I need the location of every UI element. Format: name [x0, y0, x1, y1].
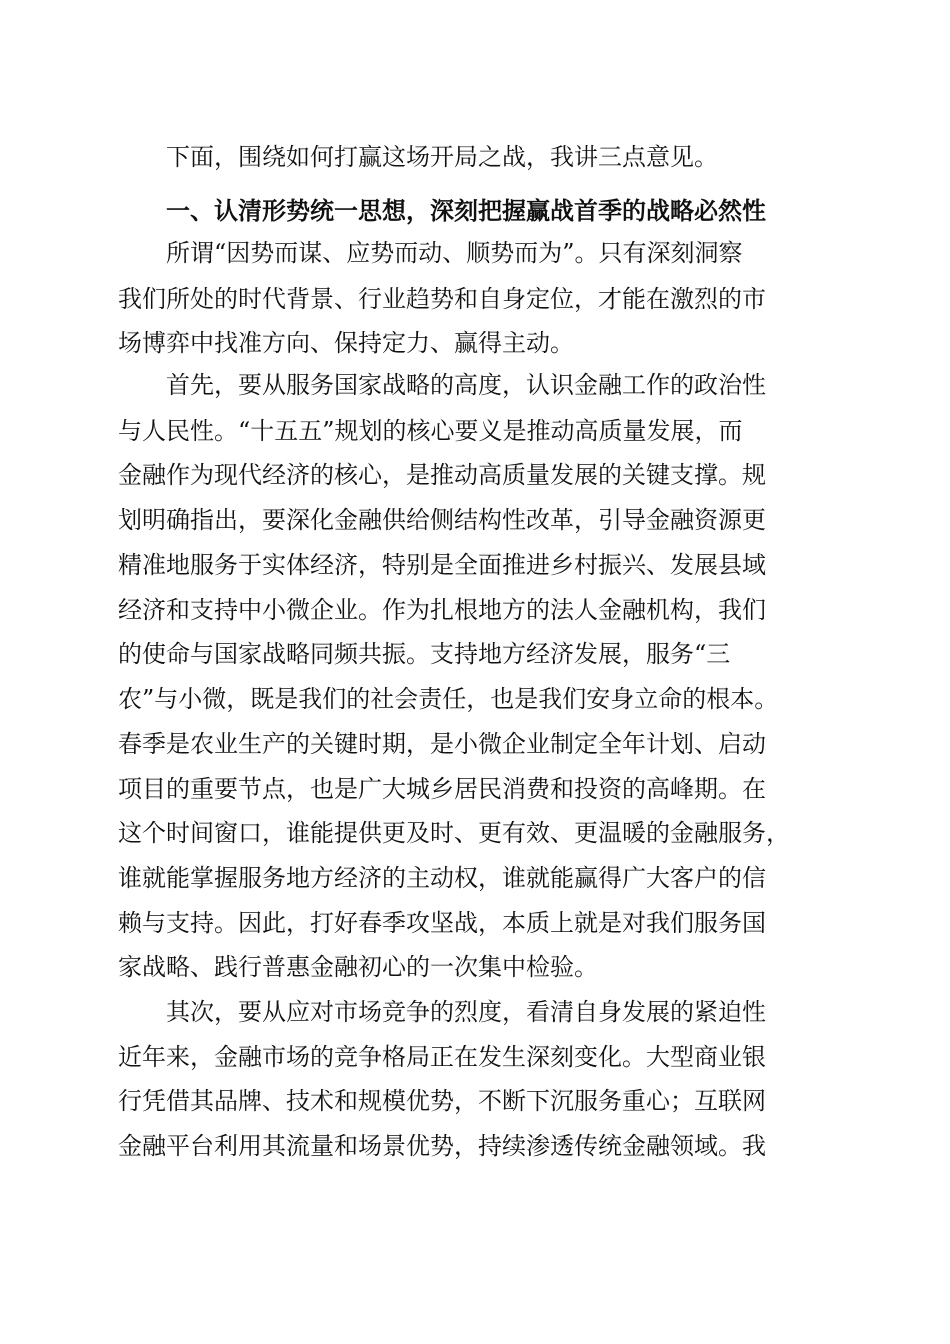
paragraph-line: 场博弈中找准方向、保持定力、赢得主动。	[118, 329, 574, 357]
section-heading-1: 一、认清形势统一思想，深刻把握赢战首季的战略必然性	[166, 197, 766, 225]
paragraph-line: 首先，要从服务国家战略的高度，认识金融工作的政治性	[166, 371, 766, 399]
paragraph-line: 谁就能掌握服务地方经济的主动权，谁就能赢得广大客户的信	[118, 864, 766, 892]
paragraph-line: 近年来，金融市场的竞争格局正在发生深刻变化。大型商业银	[118, 1043, 766, 1071]
paragraph-line: 赖与支持。因此，打好春季攻坚战，本质上就是对我们服务国	[118, 909, 766, 937]
paragraph-line: 的使命与国家战略同频共振。支持地方经济发展，服务“三	[118, 640, 731, 668]
paragraph-intro: 下面，围绕如何打赢这场开局之战，我讲三点意见。	[166, 143, 718, 171]
paragraph-line: 与人民性。“十五五”规划的核心要义是推动高质量发展，而	[118, 417, 743, 445]
paragraph-line: 项目的重要节点，也是广大城乡居民消费和投资的高峰期。在	[118, 775, 766, 803]
paragraph-line: 这个时间窗口，谁能提供更及时、更有效、更温暖的金融服务，	[118, 819, 790, 847]
paragraph-line: 精准地服务于实体经济，特别是全面推进乡村振兴、发展县域	[118, 551, 766, 579]
paragraph-line: 所谓“因势而谋、应势而动、顺势而为”。只有深刻洞察	[166, 239, 743, 267]
paragraph-line: 我们所处的时代背景、行业趋势和自身定位，才能在激烈的市	[118, 285, 766, 313]
paragraph-line: 其次，要从应对市场竞争的烈度，看清自身发展的紧迫性	[166, 998, 766, 1026]
paragraph-line: 金融作为现代经济的核心，是推动高质量发展的关键支撑。规	[118, 461, 766, 489]
paragraph-line: 行凭借其品牌、技术和规模优势，不断下沉服务重心；互联网	[118, 1087, 766, 1115]
paragraph-line: 春季是农业生产的关键时期，是小微企业制定全年计划、启动	[118, 730, 766, 758]
paragraph-line: 家战略、践行普惠金融初心的一次集中检验。	[118, 953, 598, 981]
paragraph-line: 划明确指出，要深化金融供给侧结构性改革，引导金融资源更	[118, 506, 766, 534]
paragraph-line: 经济和支持中小微企业。作为扎根地方的法人金融机构，我们	[118, 596, 766, 624]
paragraph-line: 农”与小微，既是我们的社会责任，也是我们安身立命的根本。	[118, 685, 779, 713]
paragraph-line: 金融平台利用其流量和场景优势，持续渗透传统金融领域。我	[118, 1132, 766, 1160]
